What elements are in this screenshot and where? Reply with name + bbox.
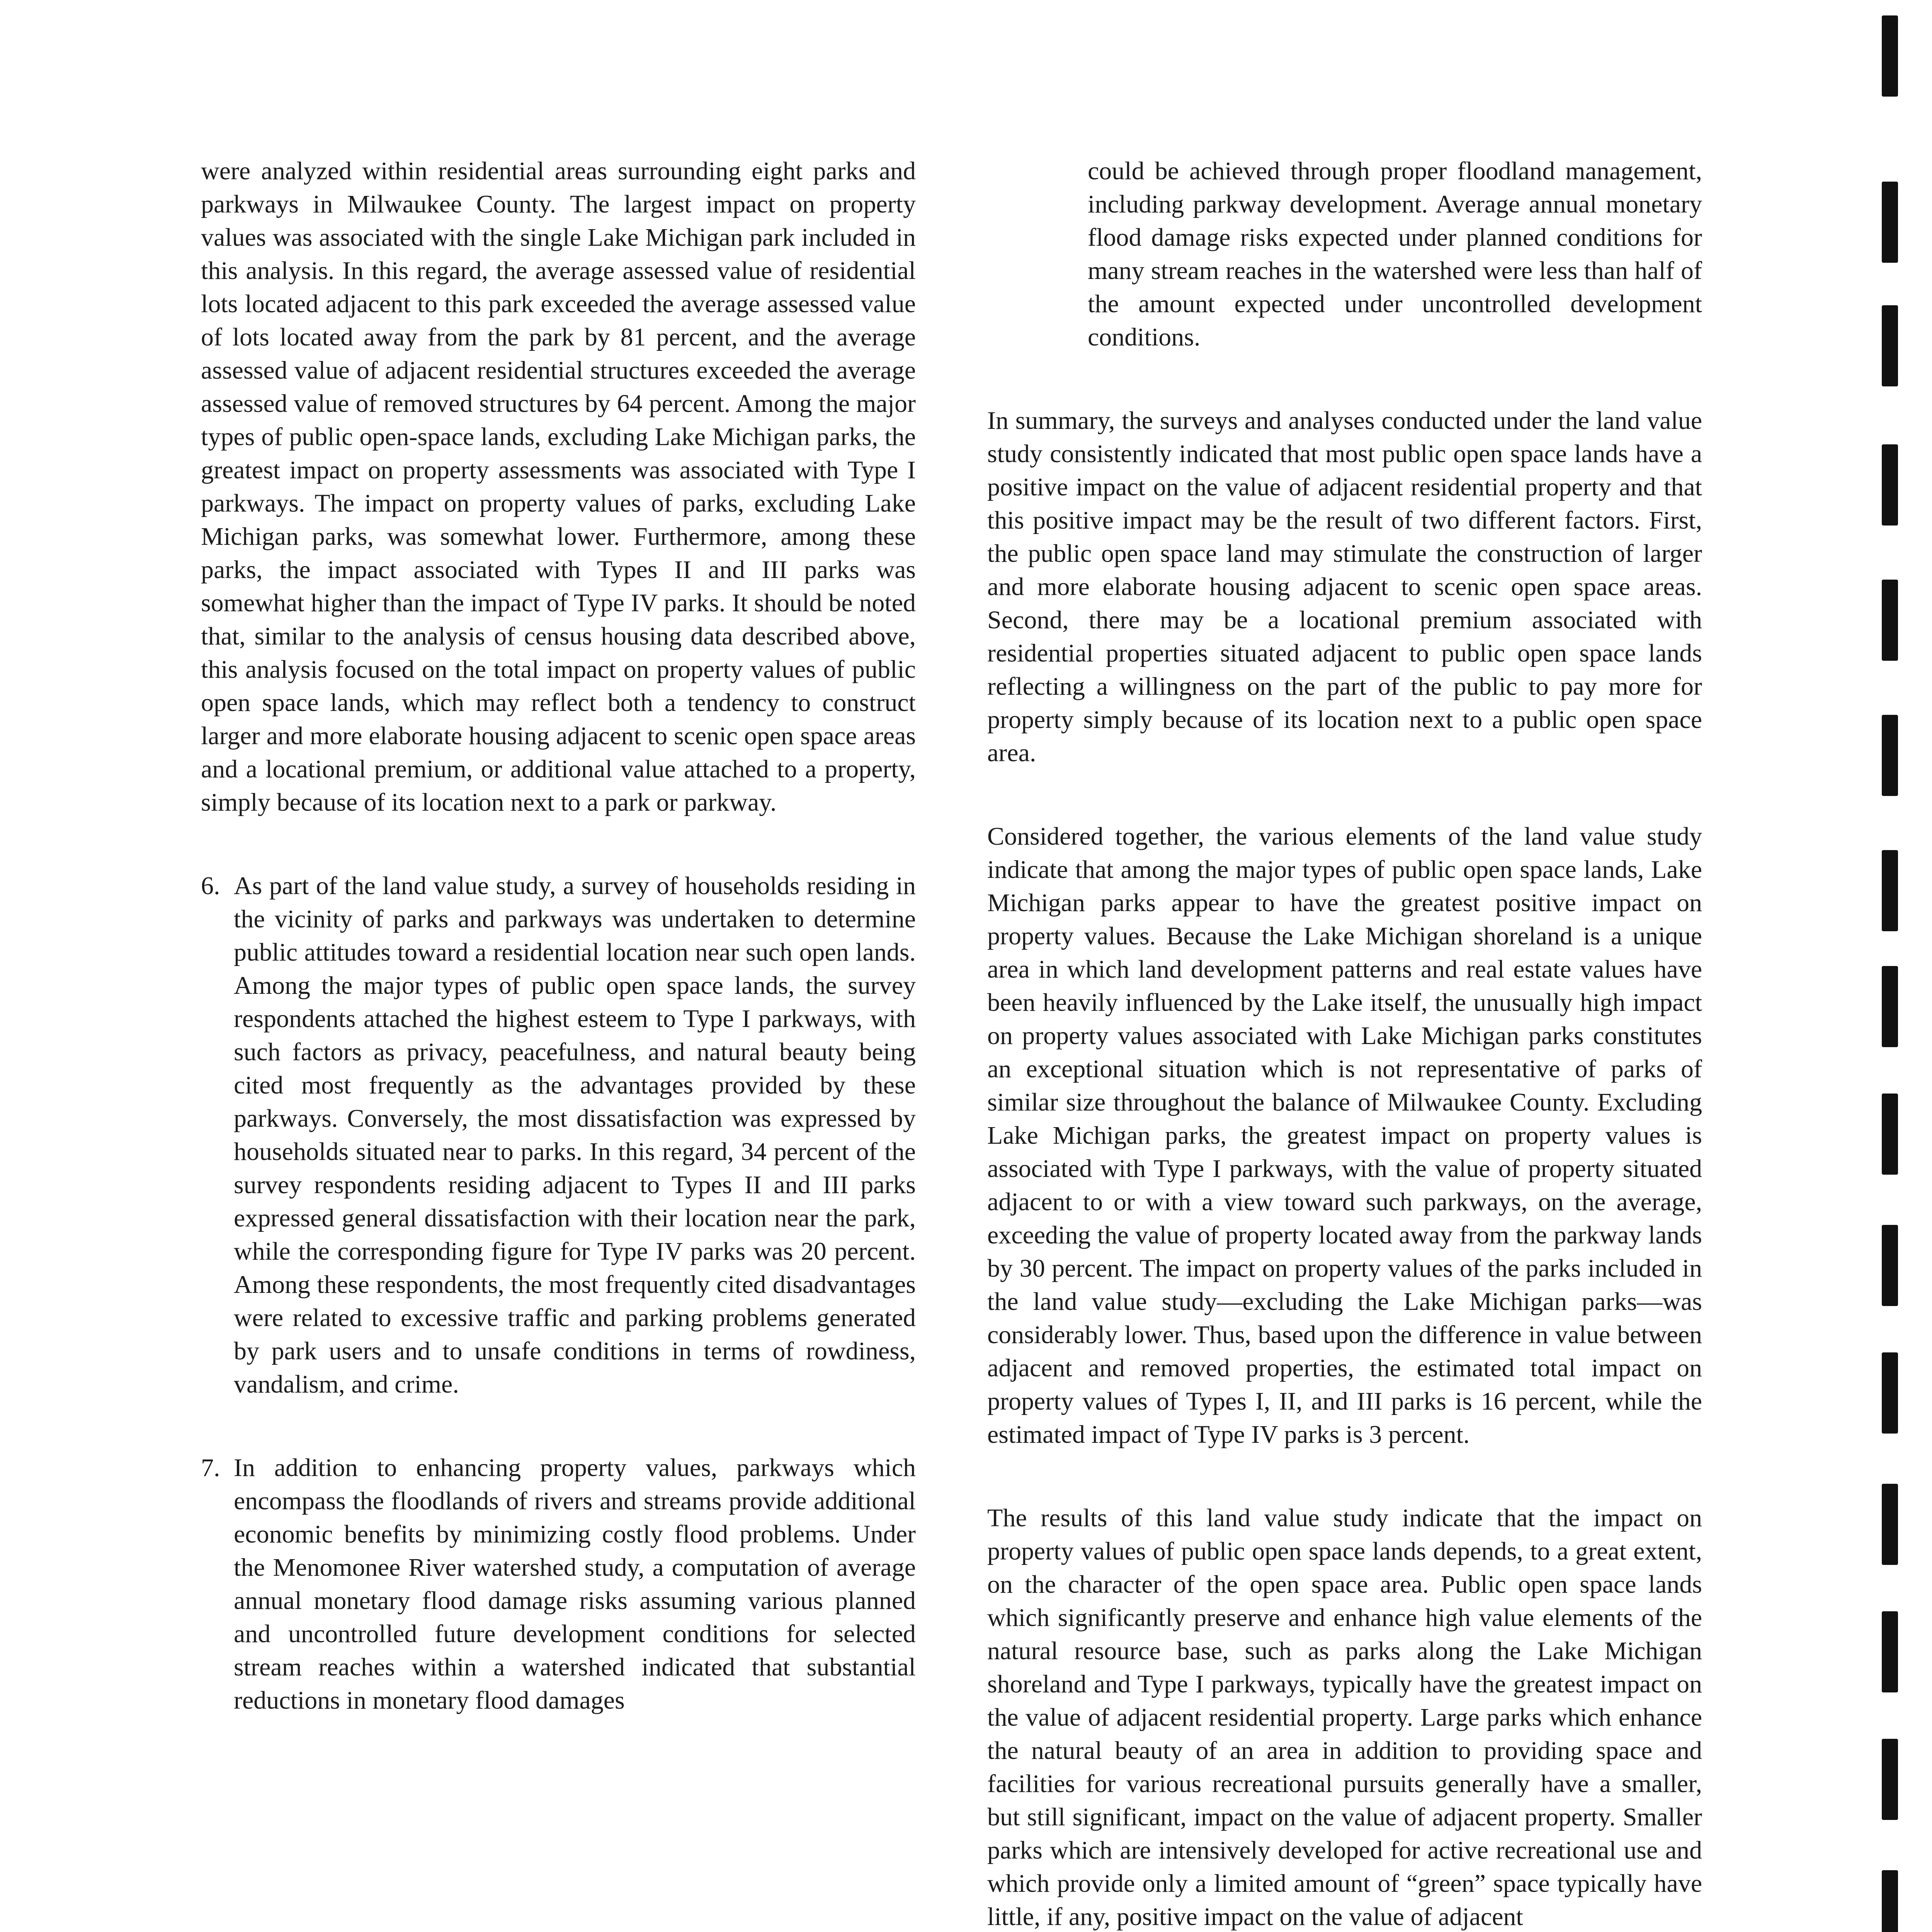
continued-list-item-text: could be achieved through proper floodland management, including parkway development. Average annual monetary flood damage risks expected under planned conditions for many stream reaches in the watershed were less than half of the amount expected under uncontrolled development conditions. bbox=[1088, 157, 1702, 351]
registration-mark bbox=[1882, 850, 1898, 931]
registration-mark bbox=[1882, 15, 1898, 97]
list-item-text: In addition to enhancing property values, parkways which encompass the floodlands of rivers and streams provide additional economic benefits by minimizing costly flood problems. Under the Menomonee River watershed study, a computation of average annual monetary flood damage risks assuming various planned and uncontrolled future development conditions for selected stream reaches within a watershed indicated that substantial reductions in monetary flood damages bbox=[234, 1454, 916, 1714]
summary-paragraph: In summary, the surveys and analyses conducted under the land value study consistently indicated that most public open space lands have a positive impact on the value of adjacent residential property and that this positive impact may be the result of two different factors. First, the public open space land may stimulate the construction of larger and more elaborate housing adjacent to scenic open space areas. Second, there may be a locational premium associated with residential properties situated adjacent to public open space lands reflecting a willingness on the part of the public to pay more for property simply because of its location next to a public open space area. bbox=[987, 406, 1702, 767]
registration-mark bbox=[1882, 580, 1898, 661]
left-column bbox=[201, 155, 916, 1767]
registration-mark bbox=[1882, 1739, 1898, 1820]
list-item-number: 6. bbox=[201, 872, 220, 900]
list-item-text: As part of the land value study, a survey of households residing in the vicinity of parks and parkways was undertaken to determine public attitudes toward a residential location near such open lands. Among the major types of public open space lands, the survey respondents attached the highest esteem to Type I parkways, with such factors as privacy, peacefulness, and natural beauty being cited most frequently as the advantages provided by these parkways. Conversely, the most dissatisfaction was expressed by households situated near to parks. In this regard, 34 percent of the survey respondents residing adjacent to Types II and III parks expressed general dissatisfaction with their location near the park, while the corresponding figure for Type IV parks was 20 percent. Among these respondents, the most frequently cited disadvantages were related to excessive traffic and parking problems generated by park users and to unsafe conditions in terms of rowdiness, vandalism, and crime. bbox=[234, 872, 916, 1398]
registration-mark bbox=[1882, 715, 1898, 796]
results-paragraph: The results of this land value study indicate that the impact on property values of public open space lands depends, to a great extent, on the character of the open space area. Public open space lands which significantly preserve and enhance high value elements of the natural resource base, such as parks along the Lake Michigan shoreland and Type I parkways, typically have the greatest impact on the value of adjacent residential property. Large parks which enhance the natural beauty of an area in addition to providing space and facilities for various recreational pursuits generally have a smaller, but still significant, impact on the value of adjacent property. Smaller parks which are intensively developed for active recreational use and which provide only a limited amount of “green” space typically have little, if any, positive impact on the value of adjacent bbox=[987, 1504, 1702, 1931]
registration-mark bbox=[1882, 1225, 1898, 1306]
right-column bbox=[987, 155, 1702, 1932]
registration-mark bbox=[1882, 1611, 1898, 1692]
considered-together-paragraph: Considered together, the various elements of the land value study indicate that among the major types of public open space lands, Lake Michigan parks appear to have the greatest positive impact on property values. Because the Lake Michigan shoreland is a unique area in which land development patterns and real estate values have been heavily influenced by the Lake itself, the unusually high impact on property values associated with Lake Michigan parks constitutes an exceptional situation which is not representative of parks of similar size throughout the balance of Milwaukee County. Excluding Lake Michigan parks, the greatest impact on property values is associated with Type I parkways, with the value of property situated adjacent to or with a view toward such parkways, on the average, exceeding the value of property located away from the parkway lands by 30 percent. The impact on property values of the parks included in the land value study—excluding the Lake Michigan parks—was considerably lower. Thus, based upon the difference in value between adjacent and removed properties, the estimated total impact on property values of Types I, II, and III parks is 16 percent, while the estimated impact of Type IV parks is 3 percent. bbox=[987, 822, 1702, 1449]
list-item-6 bbox=[201, 869, 916, 1401]
registration-mark bbox=[1882, 1352, 1898, 1434]
intro-paragraph: were analyzed within residential areas surrounding eight parks and parkways in Milwaukee County. The largest impact on property values was associated with the single Lake Michigan park included in this analysis. In this regard, the average assessed value of residential lots located adjacent to this park exceeded the average assessed value of lots located away from the park by 81 percent, and the average assessed value of adjacent residential structures exceeded the average assessed value of removed structures by 64 percent. Among the major types of public open-space lands, excluding Lake Michigan parks, the greatest impact on property assessments was associated with Type I parkways. The impact on property values of parks, excluding Lake Michigan parks, was somewhat lower. Furthermore, among these parks, the impact associated with Types II and III parks was somewhat higher than the impact of Type IV parks. It should be noted that, similar to the analysis of census housing data described above, this analysis focused on the total impact on property values of public open space lands, which may reflect both a tendency to construct larger and more elaborate housing adjacent to scenic open space areas and a locational premium, or additional value attached to a property, simply because of its location next to a park or parkway. bbox=[201, 157, 916, 816]
list-item-7 bbox=[201, 1451, 916, 1717]
registration-mark bbox=[1882, 444, 1898, 526]
registration-mark bbox=[1882, 182, 1898, 263]
registration-mark bbox=[1882, 1484, 1898, 1565]
registration-mark bbox=[1882, 305, 1898, 386]
list-item-number: 7. bbox=[201, 1454, 220, 1482]
registration-mark bbox=[1882, 966, 1898, 1047]
registration-mark bbox=[1882, 1094, 1898, 1175]
registration-mark bbox=[1882, 1870, 1898, 1932]
